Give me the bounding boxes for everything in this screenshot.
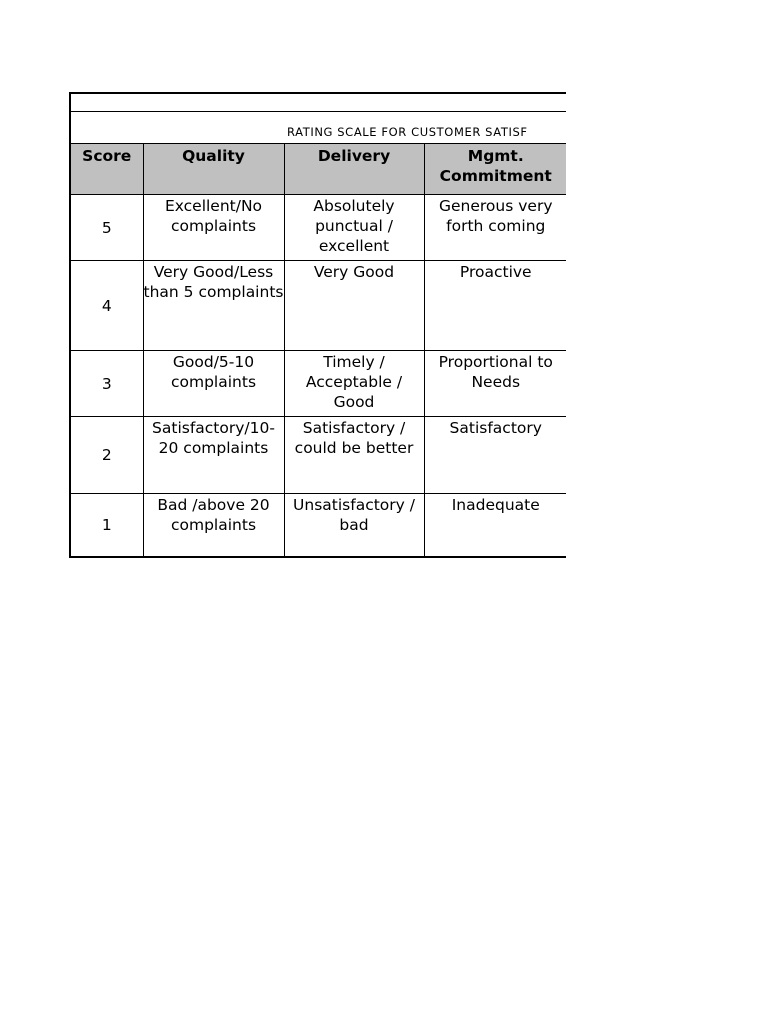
mgmt-commitment-cell: Proactive — [424, 261, 566, 351]
quality-cell: Excellent/No complaints — [143, 195, 284, 261]
header-delivery: Delivery — [284, 144, 424, 195]
mgmt-commitment-cell: Proportional to Needs — [424, 351, 566, 417]
title-band — [69, 112, 566, 143]
table-row — [70, 494, 566, 557]
sheet-title: RATING SCALE FOR CUSTOMER SATISF — [287, 125, 528, 139]
mgmt-commitment-cell: Generous very forth coming — [424, 195, 566, 261]
table-row — [70, 417, 566, 494]
delivery-cell: Timely / Acceptable / Good — [284, 351, 424, 417]
delivery-cell: Satisfactory / could be better — [284, 417, 424, 494]
header-mgmt-line1: Mgmt. — [467, 147, 524, 165]
quality-cell: Very Good/Less than 5 complaints — [143, 261, 284, 351]
rating-scale-table — [69, 143, 566, 558]
score-cell: 4 — [70, 261, 143, 351]
score-cell: 1 — [70, 494, 143, 557]
table-row — [70, 261, 566, 351]
mgmt-commitment-cell: Satisfactory — [424, 417, 566, 494]
table-row — [70, 195, 566, 261]
delivery-cell: Unsatisfactory / bad — [284, 494, 424, 557]
delivery-cell: Absolutely punctual / excellent — [284, 195, 424, 261]
header-mgmt-line2: Commitment — [439, 167, 552, 185]
score-cell: 5 — [70, 195, 143, 261]
header-mgmt-commitment — [424, 144, 566, 195]
header-row — [70, 144, 566, 195]
quality-cell: Bad /above 20 complaints — [143, 494, 284, 557]
quality-cell: Good/5-10 complaints — [143, 351, 284, 417]
header-quality: Quality — [143, 144, 284, 195]
mgmt-commitment-cell: Inadequate — [424, 494, 566, 557]
header-score: Score — [70, 144, 143, 195]
rating-scale-sheet — [69, 92, 566, 558]
score-cell: 2 — [70, 417, 143, 494]
quality-cell: Satisfactory/10-20 complaints — [143, 417, 284, 494]
table-row — [70, 351, 566, 417]
sheet-top-band — [69, 92, 566, 112]
delivery-cell: Very Good — [284, 261, 424, 351]
score-cell: 3 — [70, 351, 143, 417]
